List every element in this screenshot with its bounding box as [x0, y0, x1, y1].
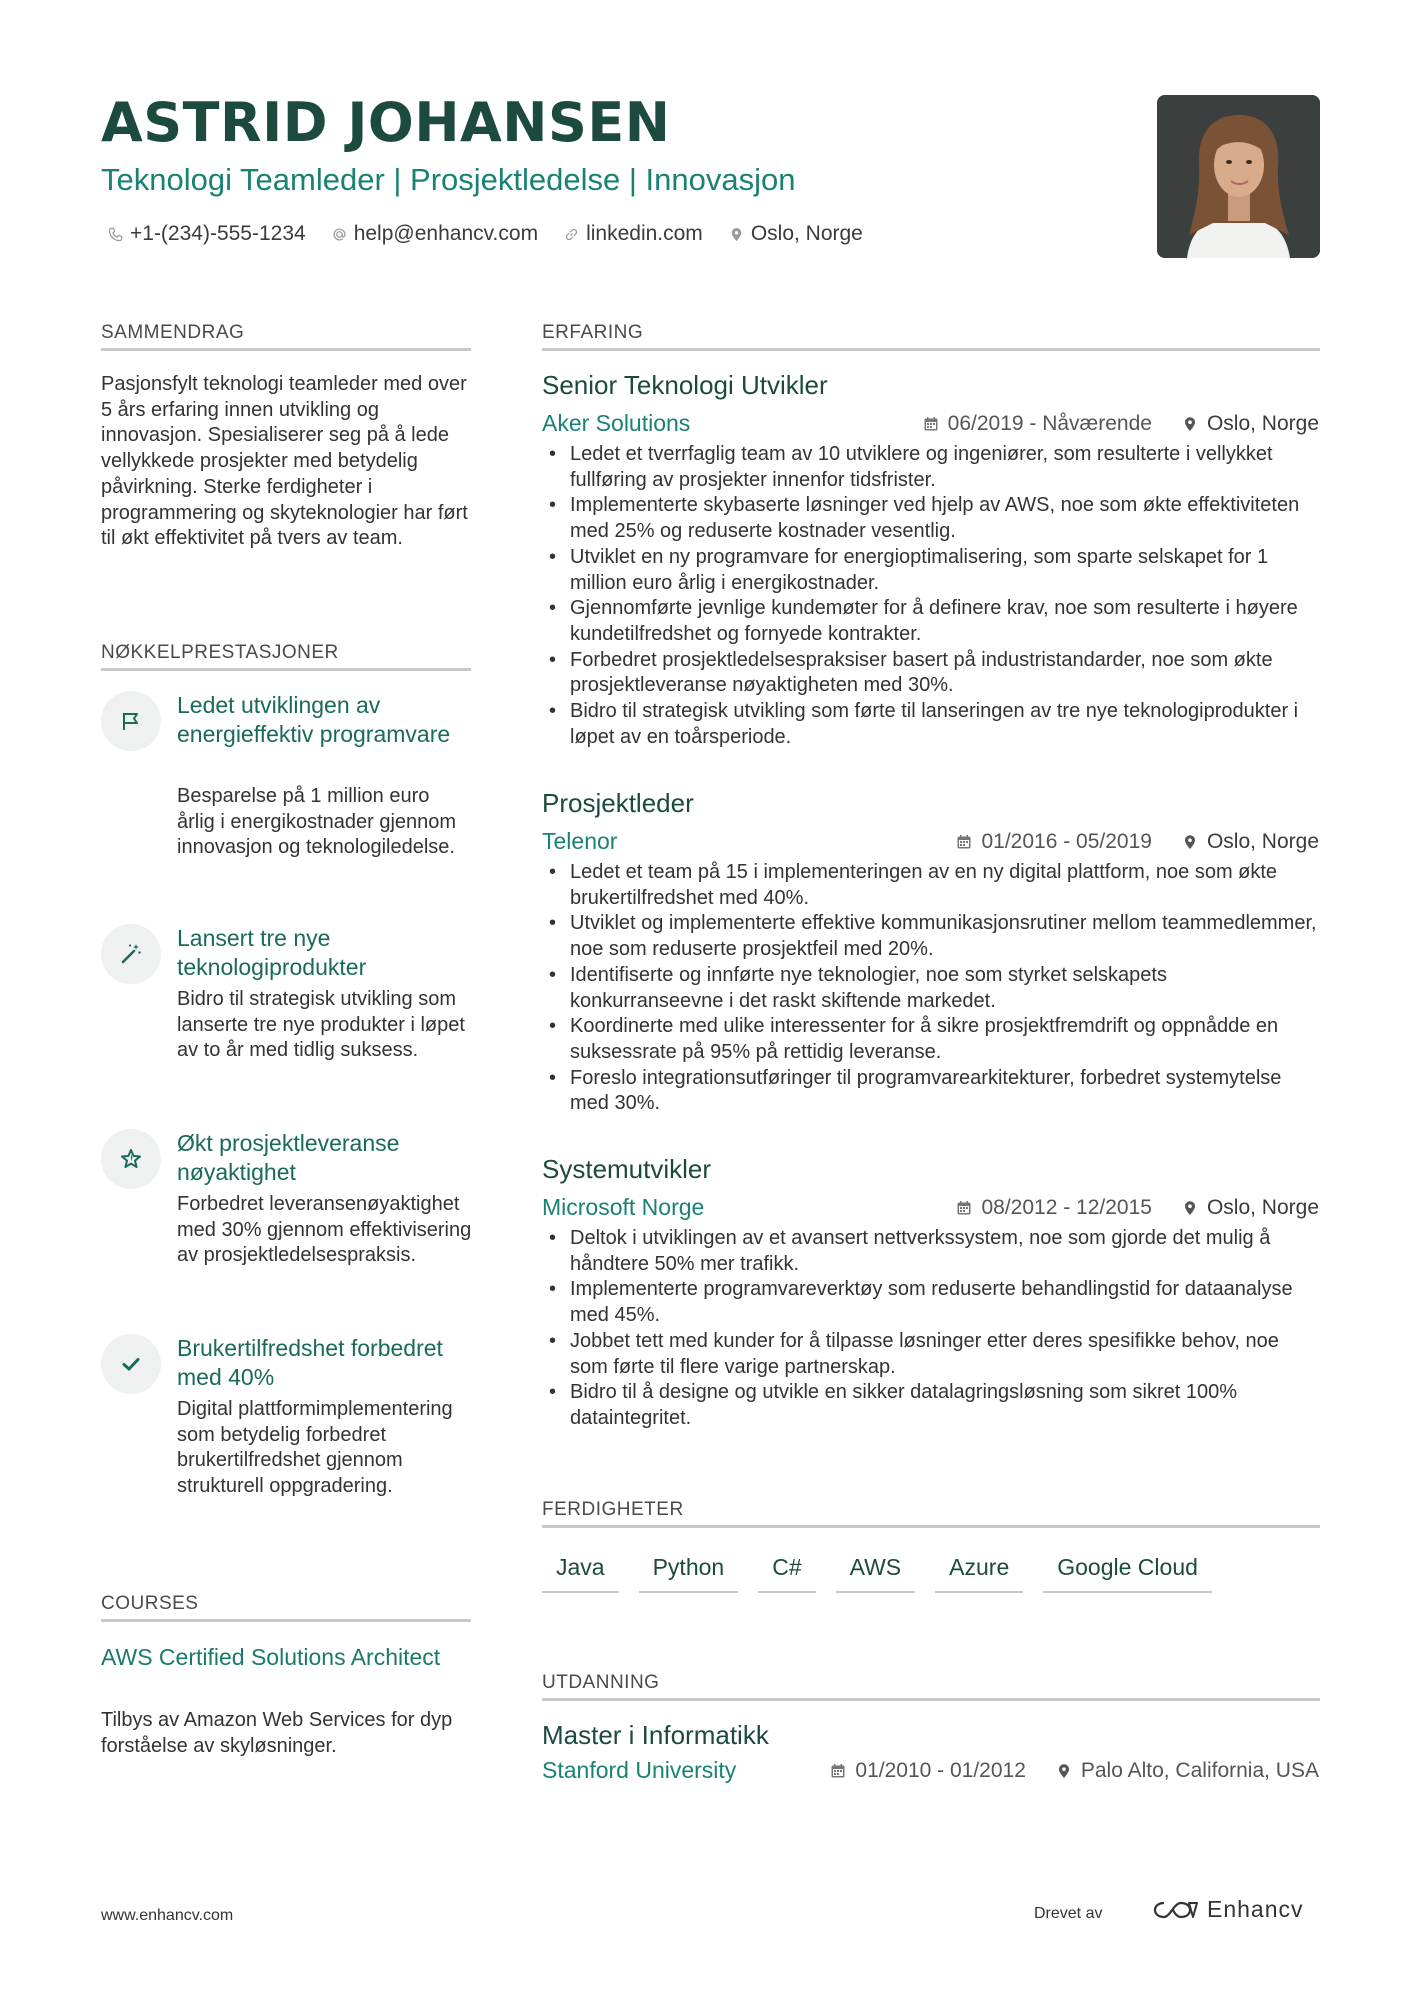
section-title-experience: ERFARING — [542, 322, 644, 343]
section-divider — [542, 1525, 1320, 1528]
achievement-icon-badge — [101, 1129, 161, 1189]
job-title: Senior Teknologi Utvikler — [542, 370, 828, 400]
list-item: • Bidro til å designe og utvikle en sikker datalagringsløsning som sikret 100% dataintegritet. — [549, 1380, 1321, 1431]
education-meta — [830, 1756, 1319, 1786]
job-bullets — [549, 860, 1321, 1117]
list-item: • Ledet et team på 15 i implementeringen av en ny digital plattform, noe som økte brukertilfredshet med 40%. — [549, 860, 1321, 911]
section-divider — [101, 1619, 471, 1622]
job-dates-text: 08/2012 - 12/2015 — [981, 1196, 1152, 1219]
achievement-icon-badge — [101, 1334, 161, 1394]
job-meta — [956, 1193, 1319, 1223]
job-title: Systemutvikler — [542, 1154, 712, 1184]
section-title-courses: COURSES — [101, 1593, 199, 1614]
phone-icon — [108, 227, 123, 242]
location-icon — [1182, 416, 1198, 432]
education-dates — [830, 1756, 1025, 1786]
school-name: Stanford University — [542, 1757, 737, 1783]
list-item: • Foreslo integrationsutføringer til programvarearkitekturer, forbedret systemytelse med 30%. — [549, 1066, 1321, 1117]
company-name: Aker Solutions — [542, 410, 691, 436]
job-dates-text: 01/2016 - 05/2019 — [981, 830, 1152, 853]
enhancv-logo[interactable] — [1153, 1896, 1304, 1923]
job-bullets — [549, 442, 1321, 750]
achievement-title: Økt prosjektleveranse nøyaktighet — [177, 1130, 400, 1185]
flag-icon — [119, 709, 143, 733]
contact-phone — [108, 219, 306, 249]
location-icon — [1182, 1200, 1198, 1216]
achievement-icon-badge — [101, 924, 161, 984]
list-item: • Gjennomførte jevnlige kundemøter for å definere krav, noe som resulterte i høyere kundetilfredshet og fornyede kontrakter. — [549, 596, 1321, 647]
skill-tag: Python — [639, 1552, 739, 1593]
list-item: • Bidro til strategisk utvikling som førte til lanseringen av tre nye teknologiprodukter i løpet av en toårsperiode. — [549, 699, 1321, 750]
list-item: • Utviklet og implementerte effektive kommunikasjonsrutiner mellom teammedlemmer, noe som reduserte prosjektfeil med 20%. — [549, 911, 1321, 962]
check-icon — [119, 1352, 143, 1376]
contact-linkedin[interactable] — [564, 219, 703, 249]
list-item: • Utviklet en ny programvare for energioptimalisering, som sparte selskapet for 1 million euro årlig i energikostnader. — [549, 545, 1321, 596]
skill-tag: AWS — [836, 1552, 916, 1593]
education-dates-text: 01/2010 - 01/2012 — [855, 1759, 1026, 1782]
job-location — [1182, 409, 1319, 439]
list-item: • Implementerte skybaserte løsninger ved hjelp av AWS, noe som økte effektiviteten med 25% og reduserte kostnader vesentlig. — [549, 493, 1321, 544]
section-divider — [101, 348, 471, 351]
link-icon — [564, 227, 579, 242]
section-title-education: UTDANNING — [542, 1672, 660, 1693]
list-item: • Jobbet tett med kunder for å tilpasse løsninger etter deres spesifikke behov, noe som førte til flere varige partnerskap. — [549, 1329, 1321, 1380]
job-dates — [956, 827, 1151, 857]
job-location — [1182, 827, 1319, 857]
course-title: AWS Certified Solutions Architect — [101, 1644, 441, 1670]
job-meta — [956, 827, 1319, 857]
list-item: • Deltok i utviklingen av et avansert nettverkssystem, noe som gjorde det mulig å håndtere 50% mer trafikk. — [549, 1226, 1321, 1277]
at-icon — [332, 227, 347, 242]
portrait-illustration — [1157, 95, 1320, 258]
skill-tag: Java — [542, 1552, 619, 1593]
job-dates-text: 06/2019 - Nåværende — [947, 412, 1152, 435]
section-divider — [542, 348, 1320, 351]
achievement-description: Besparelse på 1 million euro årlig i energikostnader gjennom innovasjon og teknologiledelse. — [177, 785, 457, 859]
list-item: • Implementerte programvareverktøy som reduserte behandlingstid for dataanalyse med 45%. — [549, 1277, 1321, 1328]
job-location-text: Oslo, Norge — [1206, 1196, 1319, 1219]
skill-tag: Google Cloud — [1043, 1552, 1212, 1593]
section-title-achievements: NØKKELPRESTASJONER — [101, 642, 339, 663]
achievement-icon-badge — [101, 691, 161, 751]
profile-photo — [1157, 95, 1320, 258]
achievement-title: Ledet utviklingen av energieffektiv programvare — [177, 692, 451, 747]
contact-location — [729, 219, 863, 249]
achievement-description: Bidro til strategisk utvikling som lanserte tre nye produkter i løpet av to år med tidlig suksess. — [177, 988, 465, 1062]
footer-powered-by: Drevet av — [1034, 1905, 1103, 1922]
skill-tag: C# — [758, 1552, 815, 1593]
achievement-title: Lansert tre nye teknologiprodukter — [177, 925, 367, 980]
skills-list — [542, 1552, 1212, 1593]
phone-text: +1-(234)-555-1234 — [130, 222, 306, 245]
location-icon — [1182, 834, 1198, 850]
job-dates — [923, 409, 1152, 439]
job-meta — [923, 409, 1319, 439]
candidate-name: ASTRID JOHANSEN — [101, 91, 671, 154]
job-location — [1182, 1193, 1319, 1223]
company-name: Telenor — [542, 828, 618, 854]
list-item: • Identifiserte og innførte nye teknologier, noe som styrket selskapets konkurranseevne i det raskt skiftende markedet. — [549, 963, 1321, 1014]
education-location-text: Palo Alto, California, USA — [1080, 1759, 1319, 1782]
enhancv-logo-text: Enhancv — [1207, 1896, 1304, 1922]
course-description: Tilbys av Amazon Web Services for dyp forståelse av skyløsninger. — [101, 1709, 453, 1757]
summary-text: Pasjonsfylt teknologi teamleder med over 5 års erfaring innen utvikling og innovasjon. Spesialiserer seg på å lede vellykkede prosjekter med betydelig påvirkning. Sterke ferdigheter i programmering og skyteknologier har ført til økt effektivitet på tvers av team. — [101, 373, 468, 550]
location-icon — [1056, 1763, 1072, 1779]
location-icon — [729, 227, 744, 242]
company-name: Microsoft Norge — [542, 1194, 705, 1220]
candidate-headline: Teknologi Teamleder | Prosjektledelse | Innovasjon — [101, 162, 796, 197]
footer-url[interactable]: www.enhancv.com — [101, 1907, 234, 1924]
achievement-description: Digital plattformimplementering som betydelig forbedret brukertilfredshet gjennom strukturell oppgradering. — [177, 1398, 453, 1498]
list-item: • Koordinerte med ulike interessenter for å sikre prosjektfremdrift og oppnådde en suksessrate på 95% på rettidig leveranse. — [549, 1014, 1321, 1065]
job-bullets — [549, 1226, 1321, 1432]
magic-wand-icon — [119, 942, 143, 966]
contact-email[interactable] — [332, 219, 538, 249]
list-item: • Ledet et tverrfaglig team av 10 utviklere og ingeniører, som resulterte i vellykket fullføring av prosjekter innenfor tidsfrister. — [549, 442, 1321, 493]
section-divider — [542, 1698, 1320, 1701]
job-location-text: Oslo, Norge — [1206, 412, 1319, 435]
job-title: Prosjektleder — [542, 788, 694, 818]
achievement-description: Forbedret leveransenøyaktighet med 30% gjennom effektivisering av prosjektledelsespraksis. — [177, 1193, 472, 1267]
star-icon — [119, 1147, 143, 1171]
achievement-title: Brukertilfredshet forbedret med 40% — [177, 1335, 443, 1390]
degree-title: Master i Informatikk — [542, 1720, 769, 1750]
calendar-icon — [956, 834, 972, 850]
email-text: help@enhancv.com — [353, 222, 539, 245]
section-divider — [101, 668, 471, 671]
location-text: Oslo, Norge — [750, 222, 863, 245]
list-item: • Forbedret prosjektledelsespraksiser basert på industristandarder, noe som økte prosjektleveranse nøyaktigheten med 30%. — [549, 648, 1321, 699]
enhancv-logo-mark-icon — [1153, 1899, 1199, 1921]
contact-bar — [108, 219, 863, 249]
calendar-icon — [956, 1200, 972, 1216]
section-title-skills: FERDIGHETER — [542, 1499, 684, 1520]
section-title-summary: SAMMENDRAG — [101, 322, 245, 343]
skill-tag: Azure — [935, 1552, 1023, 1593]
job-dates — [956, 1193, 1151, 1223]
calendar-icon — [830, 1763, 846, 1779]
job-location-text: Oslo, Norge — [1206, 830, 1319, 853]
calendar-icon — [923, 416, 939, 432]
education-location — [1056, 1756, 1319, 1786]
linkedin-text: linkedin.com — [586, 222, 703, 245]
